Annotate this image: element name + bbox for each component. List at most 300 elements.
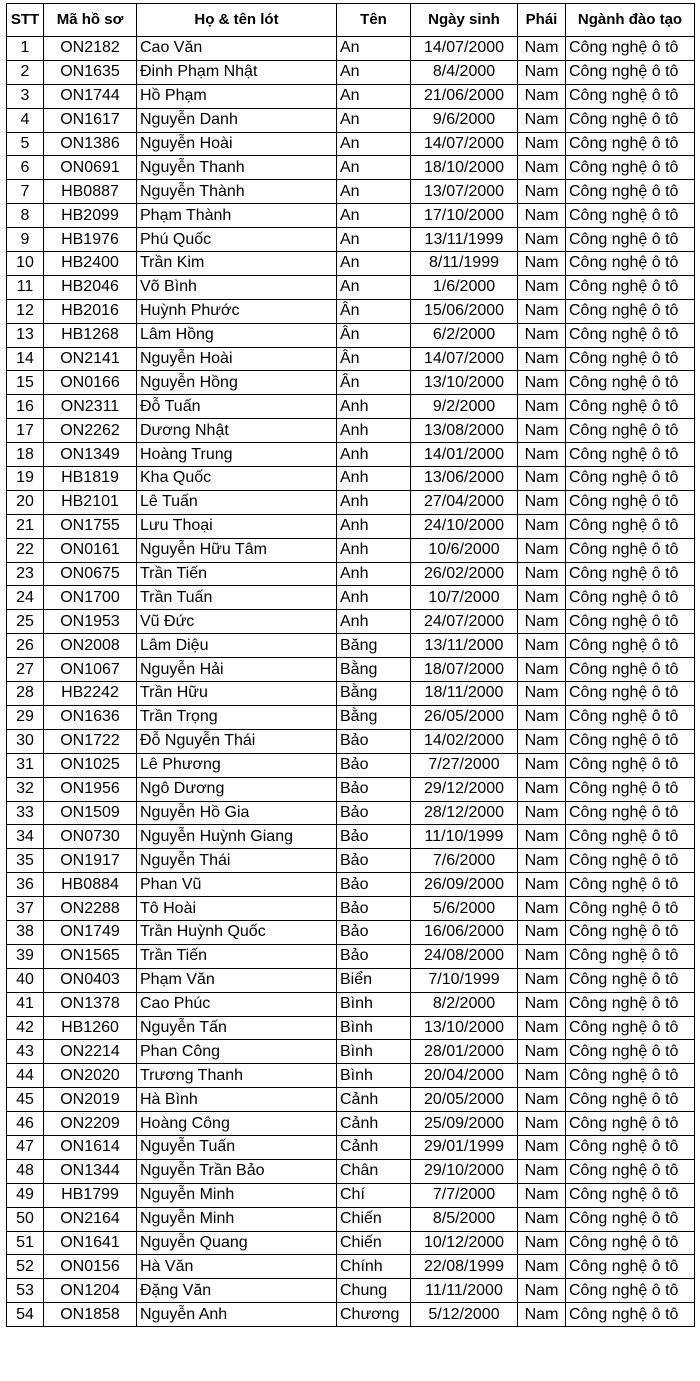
cell-ma-ho-so: ON1378 [44,992,137,1016]
cell-phai: Nam [518,347,566,371]
cell-stt: 20 [7,490,44,514]
cell-stt: 52 [7,1255,44,1279]
table-row [7,1016,695,1040]
cell-ho-ten-lot: Nguyễn Trần Bảo [137,1159,337,1183]
table-row [7,610,695,634]
cell-ten: An [337,60,411,84]
cell-ngay-sinh: 13/11/1999 [411,228,518,252]
cell-stt: 13 [7,323,44,347]
cell-stt: 53 [7,1279,44,1303]
cell-ngay-sinh: 25/09/2000 [411,1112,518,1136]
cell-ma-ho-so: ON2288 [44,897,137,921]
table-body [7,37,695,1327]
cell-nganh-dao-tao: Công nghệ ô tô [566,658,695,682]
table-row [7,180,695,204]
cell-ma-ho-so: ON1067 [44,658,137,682]
table-row [7,1088,695,1112]
cell-ngay-sinh: 29/10/2000 [411,1159,518,1183]
cell-ma-ho-so: ON0166 [44,371,137,395]
cell-ma-ho-so: ON1917 [44,849,137,873]
cell-nganh-dao-tao: Công nghệ ô tô [566,467,695,491]
cell-stt: 25 [7,610,44,634]
cell-nganh-dao-tao: Công nghệ ô tô [566,299,695,323]
cell-ho-ten-lot: Kha Quốc [137,467,337,491]
cell-phai: Nam [518,1255,566,1279]
cell-ten: Bảo [337,777,411,801]
cell-phai: Nam [518,992,566,1016]
cell-ten: Bình [337,1016,411,1040]
table-row [7,729,695,753]
cell-nganh-dao-tao: Công nghệ ô tô [566,849,695,873]
cell-ho-ten-lot: Tô Hoài [137,897,337,921]
cell-phai: Nam [518,920,566,944]
cell-stt: 37 [7,897,44,921]
student-list-sheet [6,3,694,1327]
cell-nganh-dao-tao: Công nghệ ô tô [566,132,695,156]
table-row [7,705,695,729]
cell-ten: Bảo [337,753,411,777]
cell-phai: Nam [518,252,566,276]
cell-stt: 5 [7,132,44,156]
cell-ngay-sinh: 20/05/2000 [411,1088,518,1112]
cell-ten: Chí [337,1183,411,1207]
table-row [7,514,695,538]
cell-nganh-dao-tao: Công nghệ ô tô [566,37,695,61]
table-row [7,968,695,992]
cell-ten: Bảo [337,729,411,753]
cell-ten: Bảo [337,801,411,825]
cell-ngay-sinh: 14/07/2000 [411,347,518,371]
cell-stt: 6 [7,156,44,180]
cell-ma-ho-so: ON2008 [44,634,137,658]
cell-stt: 35 [7,849,44,873]
cell-ten: An [337,180,411,204]
cell-ten: Ân [337,347,411,371]
cell-nganh-dao-tao: Công nghệ ô tô [566,419,695,443]
cell-ma-ho-so: HB1799 [44,1183,137,1207]
cell-stt: 32 [7,777,44,801]
cell-ma-ho-so: ON2019 [44,1088,137,1112]
cell-ho-ten-lot: Trần Kim [137,252,337,276]
cell-ngay-sinh: 7/6/2000 [411,849,518,873]
cell-ngay-sinh: 8/5/2000 [411,1207,518,1231]
cell-ten: Anh [337,395,411,419]
cell-stt: 28 [7,682,44,706]
cell-nganh-dao-tao: Công nghệ ô tô [566,490,695,514]
cell-ho-ten-lot: Trương Thanh [137,1064,337,1088]
cell-ho-ten-lot: Nguyễn Huỳnh Giang [137,825,337,849]
cell-ma-ho-so: HB0884 [44,873,137,897]
cell-stt: 19 [7,467,44,491]
cell-ma-ho-so: ON2182 [44,37,137,61]
cell-ten: Anh [337,538,411,562]
cell-nganh-dao-tao: Công nghệ ô tô [566,920,695,944]
cell-ho-ten-lot: Nguyễn Tấn [137,1016,337,1040]
cell-stt: 11 [7,275,44,299]
cell-ma-ho-so: ON1755 [44,514,137,538]
cell-ma-ho-so: ON0156 [44,1255,137,1279]
table-row [7,849,695,873]
cell-stt: 15 [7,371,44,395]
cell-ma-ho-so: ON0403 [44,968,137,992]
cell-phai: Nam [518,538,566,562]
cell-ho-ten-lot: Lâm Diệu [137,634,337,658]
cell-ma-ho-so: HB2101 [44,490,137,514]
cell-ma-ho-so: ON1349 [44,443,137,467]
cell-nganh-dao-tao: Công nghệ ô tô [566,180,695,204]
cell-stt: 36 [7,873,44,897]
cell-ngay-sinh: 7/10/1999 [411,968,518,992]
cell-ngay-sinh: 14/07/2000 [411,132,518,156]
cell-ma-ho-so: HB1268 [44,323,137,347]
cell-phai: Nam [518,156,566,180]
cell-phai: Nam [518,562,566,586]
cell-phai: Nam [518,753,566,777]
cell-ten: Cảnh [337,1088,411,1112]
cell-ten: Chiến [337,1231,411,1255]
cell-ten: Anh [337,610,411,634]
cell-ho-ten-lot: Hà Bình [137,1088,337,1112]
cell-ten: Anh [337,443,411,467]
cell-ho-ten-lot: Ngô Dương [137,777,337,801]
cell-ten: Chính [337,1255,411,1279]
header-row [7,4,695,37]
cell-ma-ho-so: ON1344 [44,1159,137,1183]
cell-ngay-sinh: 18/07/2000 [411,658,518,682]
table-row [7,395,695,419]
cell-ho-ten-lot: Phú Quốc [137,228,337,252]
cell-stt: 12 [7,299,44,323]
cell-ho-ten-lot: Nguyễn Hồng [137,371,337,395]
cell-nganh-dao-tao: Công nghệ ô tô [566,538,695,562]
cell-nganh-dao-tao: Công nghệ ô tô [566,1303,695,1327]
cell-ho-ten-lot: Huỳnh Phước [137,299,337,323]
cell-nganh-dao-tao: Công nghệ ô tô [566,60,695,84]
cell-ho-ten-lot: Nguyễn Hoài [137,132,337,156]
cell-nganh-dao-tao: Công nghệ ô tô [566,443,695,467]
table-row [7,108,695,132]
cell-ho-ten-lot: Trần Trọng [137,705,337,729]
cell-phai: Nam [518,1207,566,1231]
cell-phai: Nam [518,873,566,897]
cell-phai: Nam [518,1088,566,1112]
cell-stt: 2 [7,60,44,84]
cell-phai: Nam [518,658,566,682]
table-row [7,658,695,682]
table-row [7,897,695,921]
cell-phai: Nam [518,897,566,921]
cell-ten: Bằng [337,705,411,729]
cell-ho-ten-lot: Lâm Hồng [137,323,337,347]
cell-nganh-dao-tao: Công nghệ ô tô [566,1279,695,1303]
header-ma-ho-so: Mã hồ sơ [44,4,137,37]
cell-ten: Ân [337,299,411,323]
cell-phai: Nam [518,1159,566,1183]
table-row [7,634,695,658]
cell-ho-ten-lot: Vũ Đức [137,610,337,634]
cell-nganh-dao-tao: Công nghệ ô tô [566,1016,695,1040]
cell-ma-ho-so: ON1204 [44,1279,137,1303]
cell-ten: Bảo [337,920,411,944]
cell-ma-ho-so: ON0675 [44,562,137,586]
cell-ma-ho-so: ON2214 [44,1040,137,1064]
cell-ma-ho-so: HB2400 [44,252,137,276]
cell-stt: 43 [7,1040,44,1064]
cell-stt: 38 [7,920,44,944]
cell-ma-ho-so: ON0730 [44,825,137,849]
cell-phai: Nam [518,275,566,299]
cell-ngay-sinh: 20/04/2000 [411,1064,518,1088]
cell-ngay-sinh: 29/12/2000 [411,777,518,801]
cell-ngay-sinh: 28/01/2000 [411,1040,518,1064]
table-row [7,204,695,228]
cell-nganh-dao-tao: Công nghệ ô tô [566,634,695,658]
cell-ngay-sinh: 14/01/2000 [411,443,518,467]
cell-stt: 14 [7,347,44,371]
cell-nganh-dao-tao: Công nghệ ô tô [566,753,695,777]
cell-nganh-dao-tao: Công nghệ ô tô [566,897,695,921]
cell-ho-ten-lot: Phạm Văn [137,968,337,992]
cell-ten: An [337,84,411,108]
cell-ngay-sinh: 13/07/2000 [411,180,518,204]
cell-ten: Cảnh [337,1135,411,1159]
cell-ho-ten-lot: Hoàng Công [137,1112,337,1136]
cell-ho-ten-lot: Trần Tuấn [137,586,337,610]
cell-ho-ten-lot: Hồ Phạm [137,84,337,108]
table-row [7,37,695,61]
cell-phai: Nam [518,108,566,132]
cell-ma-ho-so: ON1636 [44,705,137,729]
cell-nganh-dao-tao: Công nghệ ô tô [566,1183,695,1207]
cell-stt: 8 [7,204,44,228]
cell-ngay-sinh: 13/11/2000 [411,634,518,658]
table-row [7,801,695,825]
cell-ngay-sinh: 13/10/2000 [411,1016,518,1040]
cell-stt: 39 [7,944,44,968]
cell-ngay-sinh: 26/05/2000 [411,705,518,729]
cell-phai: Nam [518,801,566,825]
cell-ma-ho-so: ON2164 [44,1207,137,1231]
table-row [7,538,695,562]
table-row [7,419,695,443]
cell-ma-ho-so: ON2141 [44,347,137,371]
cell-ho-ten-lot: Nguyễn Thái [137,849,337,873]
cell-phai: Nam [518,395,566,419]
cell-nganh-dao-tao: Công nghệ ô tô [566,944,695,968]
cell-ho-ten-lot: Đinh Phạm Nhật [137,60,337,84]
cell-stt: 54 [7,1303,44,1327]
cell-ngay-sinh: 17/10/2000 [411,204,518,228]
cell-ma-ho-so: HB2046 [44,275,137,299]
table-row [7,1231,695,1255]
cell-phai: Nam [518,1040,566,1064]
table-row [7,1135,695,1159]
cell-stt: 4 [7,108,44,132]
cell-nganh-dao-tao: Công nghệ ô tô [566,204,695,228]
cell-stt: 10 [7,252,44,276]
table-row [7,1064,695,1088]
cell-ngay-sinh: 24/08/2000 [411,944,518,968]
cell-ho-ten-lot: Nguyễn Thành [137,180,337,204]
cell-stt: 44 [7,1064,44,1088]
cell-nganh-dao-tao: Công nghệ ô tô [566,252,695,276]
cell-ten: Anh [337,586,411,610]
cell-stt: 41 [7,992,44,1016]
cell-ma-ho-so: ON1565 [44,944,137,968]
cell-ngay-sinh: 22/08/1999 [411,1255,518,1279]
cell-stt: 27 [7,658,44,682]
cell-ho-ten-lot: Phan Công [137,1040,337,1064]
header-phai: Phái [518,4,566,37]
cell-ten: Chung [337,1279,411,1303]
cell-ma-ho-so: ON1749 [44,920,137,944]
cell-ma-ho-so: ON1858 [44,1303,137,1327]
cell-ten: Anh [337,467,411,491]
cell-ngay-sinh: 13/10/2000 [411,371,518,395]
cell-ho-ten-lot: Lê Tuấn [137,490,337,514]
cell-ho-ten-lot: Nguyễn Quang [137,1231,337,1255]
cell-ma-ho-so: ON1953 [44,610,137,634]
cell-ho-ten-lot: Nguyễn Minh [137,1183,337,1207]
cell-stt: 7 [7,180,44,204]
cell-ten: Ân [337,323,411,347]
cell-nganh-dao-tao: Công nghệ ô tô [566,84,695,108]
cell-ngay-sinh: 24/07/2000 [411,610,518,634]
cell-ngay-sinh: 9/6/2000 [411,108,518,132]
cell-phai: Nam [518,132,566,156]
cell-stt: 49 [7,1183,44,1207]
cell-stt: 3 [7,84,44,108]
table-row [7,443,695,467]
cell-phai: Nam [518,228,566,252]
cell-stt: 30 [7,729,44,753]
table-row [7,992,695,1016]
cell-ten: Bằng [337,682,411,706]
cell-nganh-dao-tao: Công nghệ ô tô [566,777,695,801]
cell-nganh-dao-tao: Công nghệ ô tô [566,1040,695,1064]
table-row [7,873,695,897]
header-ten: Tên [337,4,411,37]
cell-ma-ho-so: HB1819 [44,467,137,491]
student-table [6,3,695,1327]
cell-phai: Nam [518,180,566,204]
cell-ten: An [337,37,411,61]
cell-phai: Nam [518,849,566,873]
cell-ho-ten-lot: Nguyễn Anh [137,1303,337,1327]
cell-stt: 16 [7,395,44,419]
cell-phai: Nam [518,371,566,395]
table-row [7,371,695,395]
table-row [7,1159,695,1183]
cell-ho-ten-lot: Phan Vũ [137,873,337,897]
cell-nganh-dao-tao: Công nghệ ô tô [566,395,695,419]
cell-phai: Nam [518,1016,566,1040]
cell-nganh-dao-tao: Công nghệ ô tô [566,108,695,132]
cell-ho-ten-lot: Phạm Thành [137,204,337,228]
cell-ma-ho-so: ON1617 [44,108,137,132]
cell-ngay-sinh: 29/01/1999 [411,1135,518,1159]
cell-nganh-dao-tao: Công nghệ ô tô [566,323,695,347]
cell-ten: Bảo [337,849,411,873]
cell-ngay-sinh: 24/10/2000 [411,514,518,538]
cell-nganh-dao-tao: Công nghệ ô tô [566,1088,695,1112]
cell-stt: 18 [7,443,44,467]
cell-ngay-sinh: 18/11/2000 [411,682,518,706]
cell-nganh-dao-tao: Công nghệ ô tô [566,610,695,634]
cell-ho-ten-lot: Nguyễn Minh [137,1207,337,1231]
table-row [7,586,695,610]
cell-ngay-sinh: 14/07/2000 [411,37,518,61]
table-row [7,1303,695,1327]
table-row [7,1255,695,1279]
cell-ho-ten-lot: Cao Văn [137,37,337,61]
cell-stt: 50 [7,1207,44,1231]
cell-ngay-sinh: 1/6/2000 [411,275,518,299]
cell-stt: 29 [7,705,44,729]
cell-nganh-dao-tao: Công nghệ ô tô [566,275,695,299]
cell-stt: 42 [7,1016,44,1040]
cell-ten: Ân [337,371,411,395]
cell-nganh-dao-tao: Công nghệ ô tô [566,992,695,1016]
cell-stt: 23 [7,562,44,586]
cell-nganh-dao-tao: Công nghệ ô tô [566,1135,695,1159]
cell-ho-ten-lot: Lưu Thoại [137,514,337,538]
cell-ten: An [337,252,411,276]
cell-ngay-sinh: 16/06/2000 [411,920,518,944]
cell-ten: Bảo [337,825,411,849]
cell-ngay-sinh: 14/02/2000 [411,729,518,753]
cell-phai: Nam [518,777,566,801]
cell-phai: Nam [518,610,566,634]
cell-stt: 9 [7,228,44,252]
cell-ten: Bảo [337,873,411,897]
cell-ho-ten-lot: Nguyễn Hải [137,658,337,682]
cell-phai: Nam [518,705,566,729]
cell-nganh-dao-tao: Công nghệ ô tô [566,873,695,897]
cell-ten: Anh [337,562,411,586]
cell-stt: 51 [7,1231,44,1255]
cell-ma-ho-so: HB1976 [44,228,137,252]
header-ho-ten-lot: Họ & tên lót [137,4,337,37]
cell-phai: Nam [518,682,566,706]
cell-phai: Nam [518,514,566,538]
cell-ho-ten-lot: Nguyễn Thanh [137,156,337,180]
cell-ma-ho-so: ON2311 [44,395,137,419]
cell-ten: Bảo [337,897,411,921]
cell-nganh-dao-tao: Công nghệ ô tô [566,968,695,992]
cell-stt: 47 [7,1135,44,1159]
cell-ten: Anh [337,490,411,514]
cell-ten: An [337,228,411,252]
cell-ma-ho-so: ON1700 [44,586,137,610]
cell-ngay-sinh: 8/11/1999 [411,252,518,276]
table-row [7,682,695,706]
table-row [7,490,695,514]
header-ngay-sinh: Ngày sinh [411,4,518,37]
cell-nganh-dao-tao: Công nghệ ô tô [566,371,695,395]
cell-stt: 24 [7,586,44,610]
cell-ten: Biển [337,968,411,992]
table-row [7,1279,695,1303]
cell-ho-ten-lot: Dương Nhật [137,419,337,443]
cell-stt: 17 [7,419,44,443]
cell-nganh-dao-tao: Công nghệ ô tô [566,682,695,706]
cell-phai: Nam [518,1231,566,1255]
cell-ten: An [337,156,411,180]
cell-stt: 40 [7,968,44,992]
cell-phai: Nam [518,1183,566,1207]
table-row [7,275,695,299]
